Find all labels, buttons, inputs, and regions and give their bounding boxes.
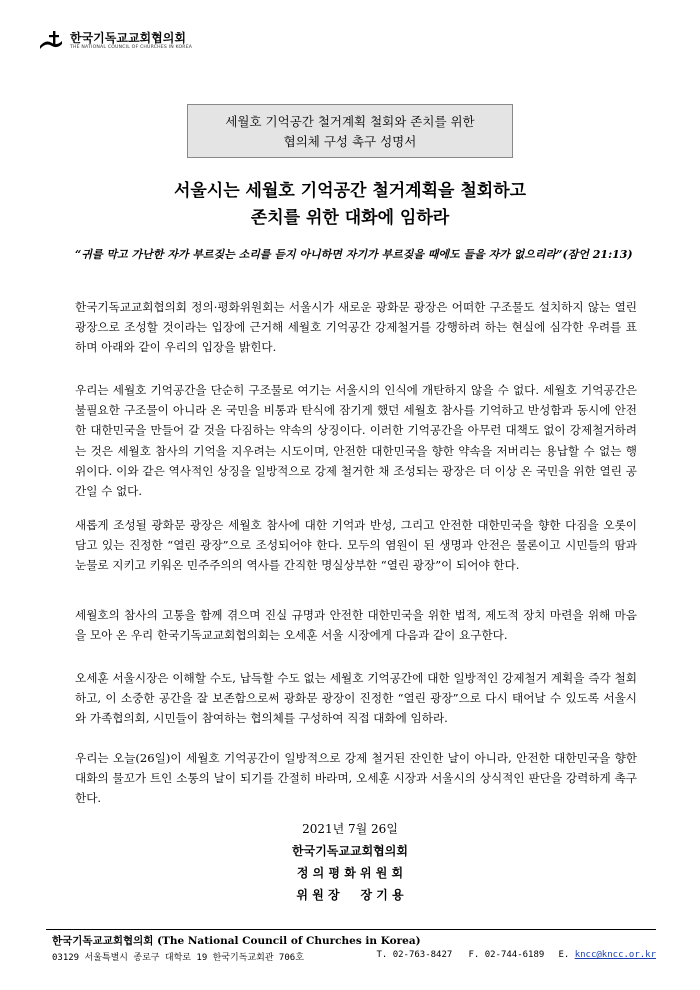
footer-divider [46, 929, 656, 930]
subject-line-1: 세월호 기억공간 철거계획 철회와 존치를 위한 [225, 114, 475, 129]
letterhead [38, 30, 192, 52]
footer-email-link[interactable]: kncc@kncc.or.kr [574, 950, 656, 960]
ncck-logo-icon [38, 30, 64, 52]
signature-committee: 정 의 평 화 위 원 회 [296, 866, 404, 880]
signature-chair: 위 원 장 장 기 용 [296, 888, 404, 902]
paragraph-3: 새롭게 조성될 광화문 광장은 세월호 참사에 대한 기억과 반성, 그리고 안전한 대한민국을 향한 다짐을 오롯이 담고 있는 진정한 “열린 광장”으로 조성되어야 한다. 모두의 염원이 된 생명과 안전은 물론이고 시민들의 땀과 눈물로 지키고 키워온 민주주의의 역사를 간직한 명실상부한 “열린 광장”이 되어야 한다. [75, 518, 637, 573]
paragraph-6: 우리는 오늘(26일)이 세월호 기억공간이 일방적으로 강제 철거된 잔인한 날이 아니라, 안전한 대한민국을 향한 대화의 물꼬가 트인 소통의 날이 되기를 간절히 바라며, 오세훈 시장과 서울시의 상식적인 판단을 강력하게 촉구한다. [75, 751, 637, 806]
subject-box [187, 104, 513, 158]
footer-email-prefix: E. [558, 950, 570, 960]
signature-org: 한국기독교교회협의회 [292, 844, 408, 858]
footer-tel: T. 02-763-8427 [376, 950, 453, 960]
title-line-2: 존치를 위한 대화에 임하라 [250, 208, 450, 228]
footer-contact [52, 950, 656, 963]
paragraph-4: 세월호의 참사의 고통을 함께 겪으며 진실 규명과 안전한 대한민국을 위한 법적, 제도적 장치 마련을 위해 마음을 모아 온 우리 한국기독교교회협의회는 오세훈 서울 시장에게 다음과 같이 요구한다. [75, 608, 637, 643]
paragraph-1: 한국기독교교회협의회 정의·평화위원회는 서울시가 새로운 광화문 광장은 어떠한 구조물도 설치하지 않는 열린 광장으로 조성할 것이라는 입장에 근거해 세월호 기억공간 강제철거를 강행하려 하는 현실에 심각한 우려를 표하며 아래와 같이 우리의 입장을 밝힌다. [75, 300, 637, 355]
paragraph-2: 우리는 세월호 기억공간을 단순히 구조물로 여기는 서울시의 인식에 개탄하지 않을 수 없다. 세월호 기억공간은 불필요한 구조물이 아니라 온 국민을 비통과 탄식에 잠기게 했던 세월호 참사를 기억하고 반성함과 동시에 안전한 대한민국을 만들어 갈 것을 다짐하는 약속의 상징이다. 이러한 기억공간을 아무런 대책도 없이 강제철거하려는 것은 세월호 참사의 기억을 지우려는 시도이며, 안전한 대한민국을 향한 약속을 저버리는 용납할 수 없는 행위이다. 이와 같은 역사적인 상징을 일방적으로 강제 철거한 채 조성되는 광장은 더 이상 온 국민을 위한 열린 공간일 수 없다. [75, 383, 637, 499]
org-name-en: THE NATIONAL COUNCIL OF CHURCHES IN KOREA [70, 44, 193, 50]
scripture-quote: “귀를 막고 가난한 자가 부르짖는 소리를 듣지 아니하면 자기가 부르짖을 때에도 들을 자가 없으리라”(잠언 21:13) [75, 248, 633, 261]
footer-fax: F. 02-744-6189 [468, 950, 545, 960]
paragraph-5: 오세훈 서울시장은 이해할 수도, 납득할 수도 없는 세월호 기억공간에 대한 일방적인 강제철거 계획을 즉각 철회하고, 이 소중한 공간을 잘 보존함으로써 광화문 광장이 진정한 “열린 광장”으로 다시 태어날 수 있도록 서울시와 가족협의회, 시민들이 참여하는 협의체를 구성하여 직접 대화에 임하라. [75, 671, 637, 726]
letterhead-text [70, 32, 192, 51]
footer-email-block [558, 950, 656, 963]
title-line-1: 서울시는 세월호 기억공간 철거계획을 철회하고 [173, 181, 527, 201]
main-title [0, 178, 700, 232]
footer-address: 03129 서울특별시 종로구 대학로 19 한국기독교회관 706호 [52, 953, 304, 963]
subject-line-2: 협의체 구성 촉구 성명서 [283, 134, 417, 149]
org-name-ko: 한국기독교교회협의회 [70, 30, 186, 45]
signature-date: 2021년 7월 26일 [302, 822, 398, 836]
footer-org-line: 한국기독교교회협의회 (The National Council of Churches in Korea) [52, 935, 421, 947]
